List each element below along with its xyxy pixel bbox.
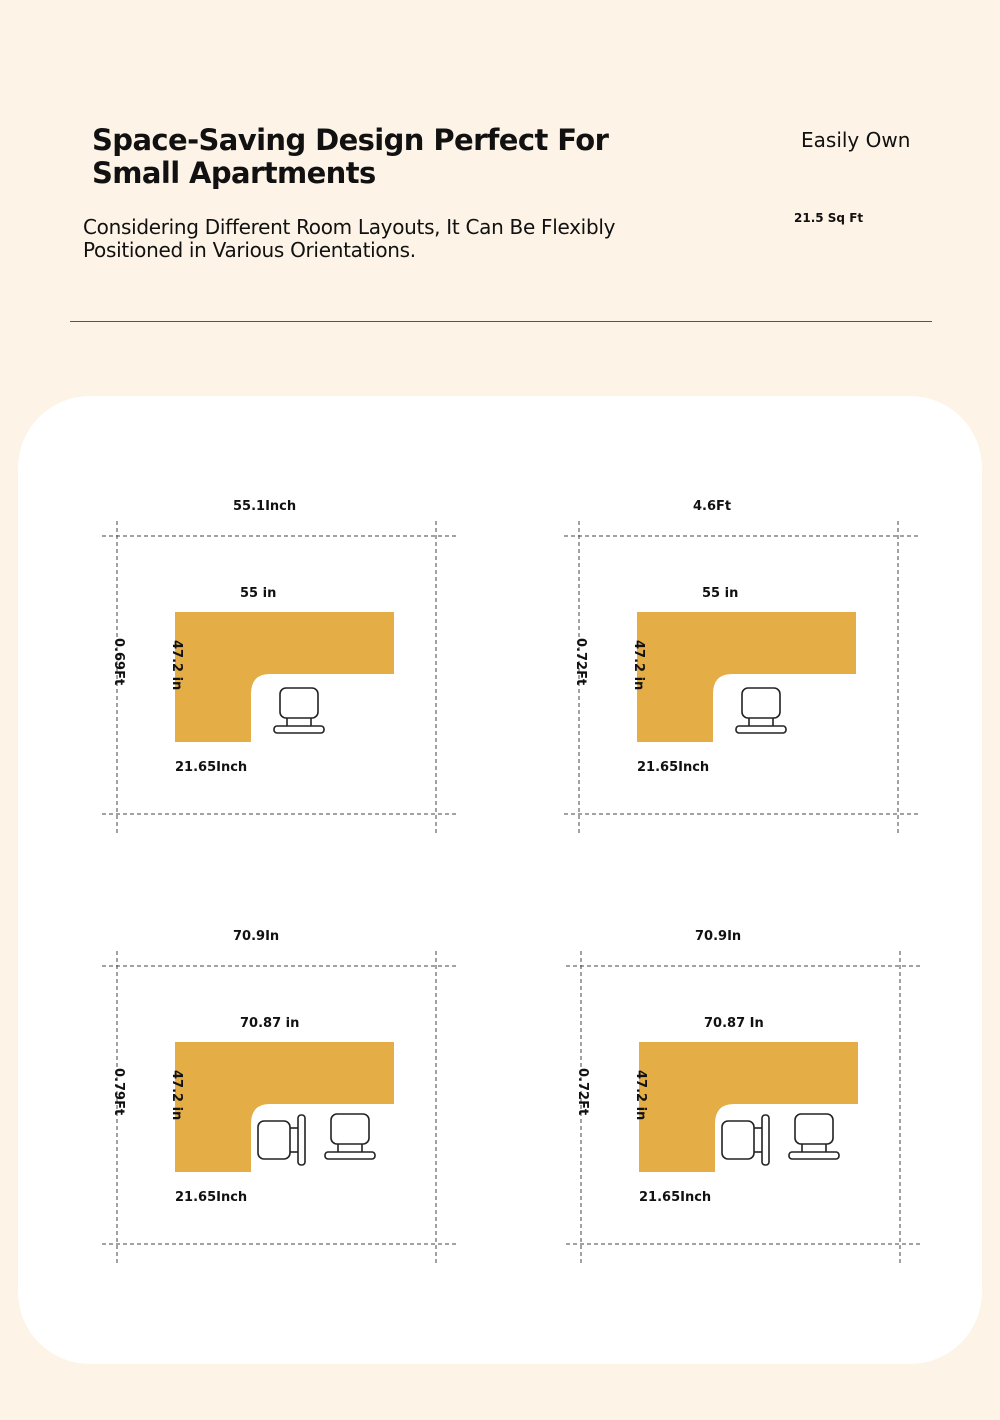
return-width-label: 21.65Inch [639, 1190, 712, 1205]
layout-2 [564, 499, 918, 836]
chair-base [736, 726, 786, 733]
layout-4 [566, 929, 920, 1266]
layout-1 [102, 499, 456, 836]
room-depth-label: 0.69Ft [111, 638, 126, 686]
layout-diagrams [18, 396, 982, 1364]
chair-seat [258, 1121, 290, 1159]
room-width-label: 70.9In [233, 929, 280, 944]
easily-own-label: Easily Own [801, 128, 911, 152]
desk-width-label: 70.87 in [240, 1016, 300, 1031]
desk-width-label: 70.87 In [704, 1016, 764, 1031]
layout-3 [102, 929, 456, 1266]
room-width-label: 55.1Inch [233, 499, 297, 514]
room-width-label: 4.6Ft [693, 499, 732, 514]
chair-base [274, 726, 324, 733]
chair-base [789, 1152, 839, 1159]
area-label: 21.5 Sq Ft [794, 211, 864, 225]
room-depth-label: 0.72Ft [575, 1068, 590, 1116]
desk-depth-label: 47.2 in [169, 640, 184, 691]
desk-depth-label: 47.2 in [169, 1070, 184, 1121]
return-width-label: 21.65Inch [637, 760, 710, 775]
chair-base [762, 1115, 769, 1165]
desk-width-label: 55 in [702, 586, 739, 601]
desk-depth-label: 47.2 in [633, 1070, 648, 1121]
chair-base [298, 1115, 305, 1165]
page-title: Space-Saving Design Perfect For Small Apartments [92, 123, 609, 190]
layouts-card [18, 396, 982, 1364]
chair-seat [742, 688, 780, 718]
room-width-label: 70.9In [695, 929, 742, 944]
room-depth-label: 0.72Ft [573, 638, 588, 686]
desk-depth-label: 47.2 in [631, 640, 646, 691]
l-shaped-desk [637, 612, 856, 742]
chair-seat [722, 1121, 754, 1159]
chair-seat [280, 688, 318, 718]
chair-seat [331, 1114, 369, 1144]
return-width-label: 21.65Inch [175, 760, 248, 775]
page-subtitle: Considering Different Room Layouts, It Can Be Flexibly Positioned in Various Orientations. [83, 215, 616, 262]
return-width-label: 21.65Inch [175, 1190, 248, 1205]
room-depth-label: 0.79Ft [111, 1068, 126, 1116]
divider [70, 321, 932, 322]
l-shaped-desk [175, 612, 394, 742]
desk-width-label: 55 in [240, 586, 277, 601]
chair-base [325, 1152, 375, 1159]
chair-seat [795, 1114, 833, 1144]
